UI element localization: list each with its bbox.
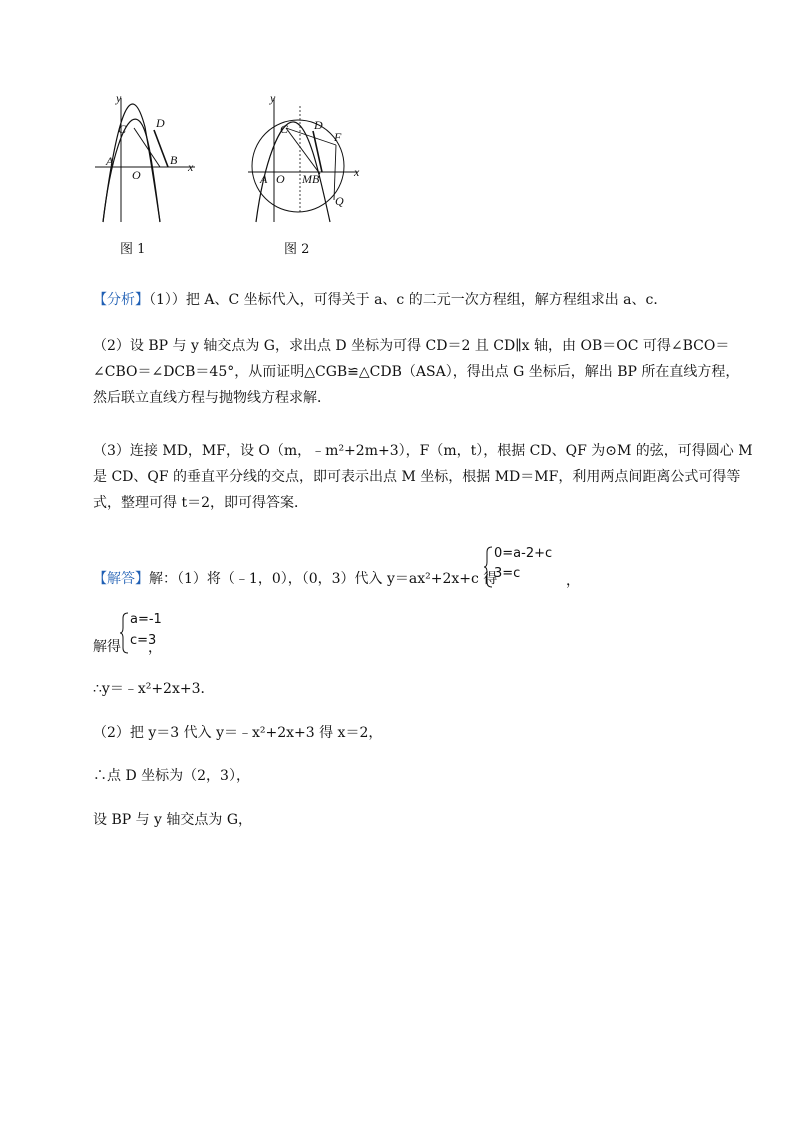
label-d: D bbox=[156, 116, 165, 130]
solution-line-6: 设 BP 与 y 轴交点为 G， bbox=[93, 812, 253, 828]
system-1-eq-2: 3=c bbox=[494, 566, 521, 581]
label-c: C bbox=[118, 122, 127, 136]
solution-tag: 【解答】 bbox=[93, 571, 149, 587]
label-b: B bbox=[312, 172, 320, 186]
segment-cb bbox=[286, 128, 320, 174]
label-x: x bbox=[354, 165, 360, 179]
label-q: Q bbox=[335, 194, 344, 208]
analysis-text-3-line-1: （3）连接 MD，MF，设 O（m，﹣m²+2m+3），F（m，t），根据 CD、QF 为⊙M 的弦，可得圆心 M bbox=[93, 443, 753, 459]
label-a: A bbox=[260, 172, 268, 186]
label-c: C bbox=[280, 122, 289, 136]
solution-step-2-end: ， bbox=[148, 640, 162, 656]
solution-line-5: ∴点 D 坐标为（2，3）， bbox=[93, 768, 250, 784]
analysis-text-3-line-2: 是 CD、QF 的垂直平分线的交点，即可表示出点 M 坐标，根据 MD＝MF，利用两点间距离公式可得等 bbox=[93, 469, 741, 485]
label-o: O bbox=[276, 172, 285, 186]
label-y: y bbox=[116, 92, 122, 105]
analysis-text-2-line-3: 然后联立直线方程与抛物线方程求解． bbox=[93, 390, 331, 406]
figure-1 bbox=[90, 92, 205, 227]
label-a: A bbox=[106, 154, 114, 168]
analysis-paragraph-1 bbox=[93, 287, 713, 313]
circle-m bbox=[252, 120, 344, 212]
figure-1-caption: 图 1 bbox=[120, 242, 146, 257]
solution-step-1: 解：（1）将（﹣1，0），（0，3）代入 y＝ax²+2x+c 得 bbox=[149, 571, 498, 587]
analysis-paragraph-3 bbox=[93, 438, 753, 516]
label-b: B bbox=[170, 153, 178, 167]
analysis-tag: 【分析】 bbox=[93, 292, 149, 308]
label-x: x bbox=[188, 160, 194, 174]
analysis-text-2-line-2: ∠CBO＝∠DCB＝45°，从而证明△CGB≌△CDB（ASA），得出点 G 坐标后，解出 BP 所在直线方程， bbox=[93, 364, 740, 380]
figure-2-caption: 图 2 bbox=[284, 242, 310, 257]
equation-system-1 bbox=[484, 546, 564, 588]
solution-line-2 bbox=[93, 634, 713, 660]
label-y: y bbox=[270, 92, 276, 105]
label-d: D bbox=[314, 118, 323, 132]
brace-1 bbox=[484, 546, 494, 588]
solution-line-3: ∴y＝﹣x²+2x+3． bbox=[93, 681, 215, 697]
figure-2-graph bbox=[246, 92, 371, 227]
figure-2 bbox=[246, 92, 371, 227]
label-f: F bbox=[334, 130, 342, 144]
figure-1-graph bbox=[90, 92, 205, 227]
solution-step-2-prefix: 解得 bbox=[93, 639, 121, 655]
solution-step-1-end: ， bbox=[566, 573, 580, 589]
system-2-eq-2: c=3 bbox=[130, 633, 157, 648]
brace-2 bbox=[120, 612, 130, 654]
analysis-text-1: （1））把 A、C 坐标代入，可得关于 a、c 的二元一次方程组，解方程组求出 a、c． bbox=[149, 292, 668, 308]
label-o: O bbox=[132, 168, 141, 182]
solution-line-4: （2）把 y＝3 代入 y＝﹣x²+2x+3 得 x＝2， bbox=[93, 725, 383, 741]
analysis-text-2-line-1: （2）设 BP 与 y 轴交点为 G，求出点 D 坐标为可得 CD＝2 且 CD∥x 轴，由 OB＝OC 可得∠BCO＝ bbox=[93, 338, 730, 354]
system-1-eq-1: 0=a-2+c bbox=[494, 546, 553, 561]
segment-cf bbox=[286, 128, 336, 145]
solution-line-1 bbox=[93, 566, 713, 592]
system-2-eq-1: a=-1 bbox=[130, 612, 162, 627]
label-m: M bbox=[302, 172, 312, 186]
analysis-paragraph-2 bbox=[93, 333, 740, 411]
analysis-text-3-line-3: 式，整理可得 t＝2，即可得答案． bbox=[93, 495, 308, 511]
